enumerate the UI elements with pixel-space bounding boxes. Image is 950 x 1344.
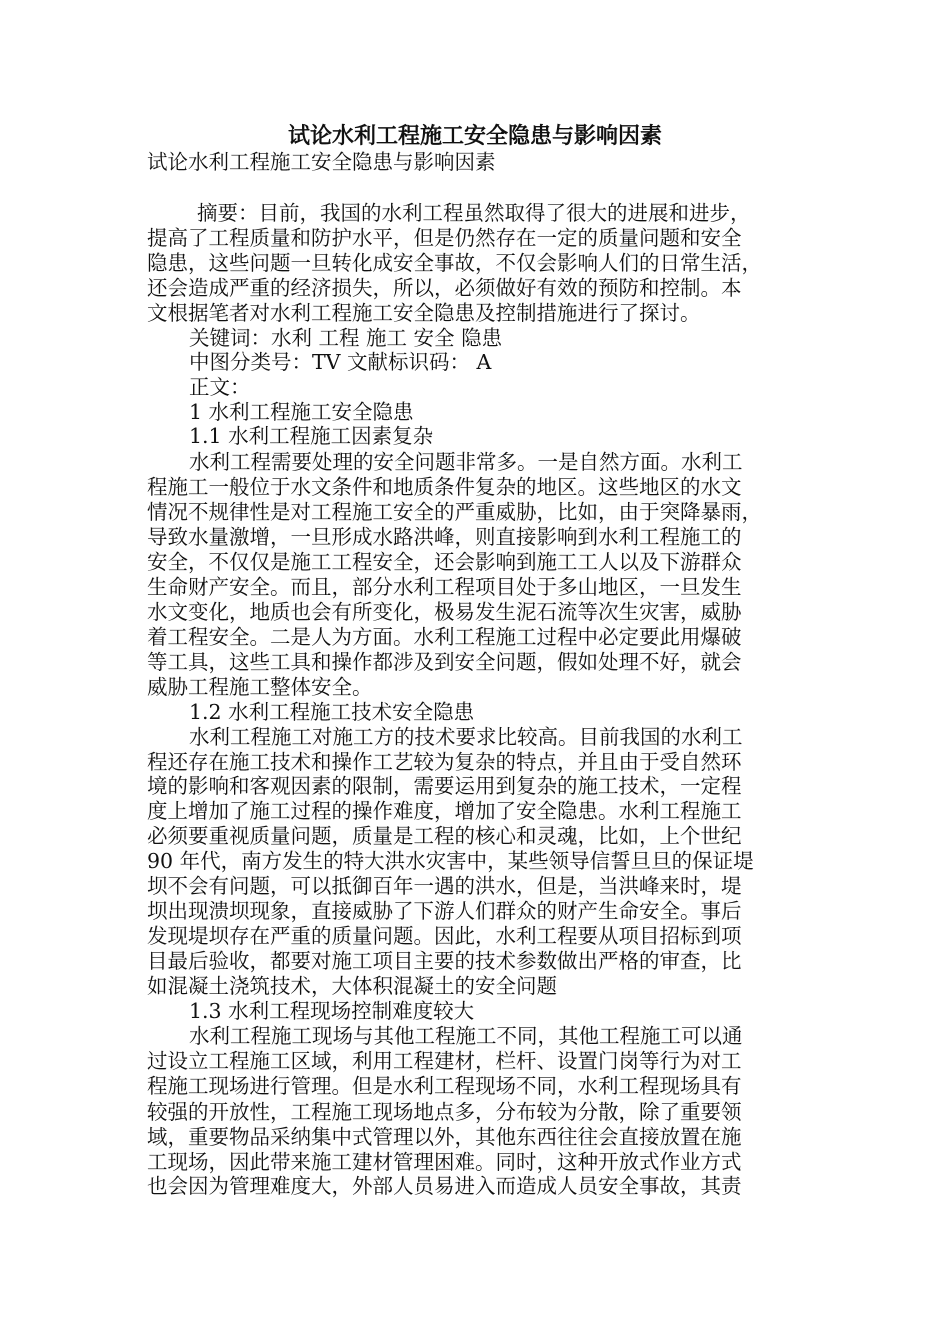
text-line: 必须要重视质量问题，质量是工程的核心和灵魂，比如，上个世纪 bbox=[147, 824, 742, 848]
text-line: 中图分类号：TV 文献标识码： A bbox=[189, 350, 492, 374]
document-title: 试论水利工程施工安全隐患与影响因素 bbox=[287, 123, 662, 149]
text-line: 生命财产安全。而且，部分水利工程项目处于多山地区，一旦发生 bbox=[147, 575, 742, 599]
text-line: 坝不会有问题，可以抵御百年一遇的洪水，但是，当洪峰来时，堤 bbox=[147, 874, 742, 898]
text-line: 发现堤坝存在严重的质量问题。因此，水利工程要从项目招标到项 bbox=[147, 924, 742, 948]
text-line: 坝出现溃坝现象，直接威胁了下游人们群众的财产生命安全。事后 bbox=[147, 899, 742, 923]
text-line: 隐患，这些问题一旦转化成安全事故，不仅会影响人们的日常生活， bbox=[147, 251, 762, 275]
text-line: 工现场，因此带来施工建材管理困难。同时，这种开放式作业方式 bbox=[147, 1150, 742, 1174]
text-line: 境的影响和客观因素的限制，需要运用到复杂的施工技术，一定程 bbox=[147, 774, 742, 798]
text-line: 着工程安全。二是人为方面。水利工程施工过程中必定要此用爆破 bbox=[147, 625, 742, 649]
text-line: 安全，不仅仅是施工工程安全，还会影响到施工工人以及下游群众 bbox=[147, 550, 742, 574]
text-line: 水利工程施工对施工方的技术要求比较高。目前我国的水利工 bbox=[189, 725, 743, 749]
text-line: 过设立工程施工区域，利用工程建材，栏杆、设置门岗等行为对工 bbox=[147, 1049, 742, 1073]
text-line: 试论水利工程施工安全隐患与影响因素 bbox=[147, 150, 496, 174]
text-line: 威胁工程施工整体安全。 bbox=[147, 675, 373, 699]
text-line: 1.3 水利工程现场控制难度较大 bbox=[189, 999, 475, 1023]
text-line: 1.2 水利工程施工技术安全隐患 bbox=[189, 700, 475, 724]
text-line: 程施工一般位于水文条件和地质条件复杂的地区。这些地区的水文 bbox=[147, 475, 742, 499]
text-line: 水利工程施工现场与其他工程施工不同，其他工程施工可以通 bbox=[189, 1024, 743, 1048]
text-line: 1 水利工程施工安全隐患 bbox=[189, 400, 414, 424]
text-line: 也会因为管理难度大，外部人员易进入而造成人员安全事故，其责 bbox=[147, 1174, 742, 1198]
text-line: 等工具，这些工具和操作都涉及到安全问题，假如处理不好，就会 bbox=[147, 650, 742, 674]
text-line: 1.1 水利工程施工因素复杂 bbox=[189, 424, 434, 448]
text-line: 还会造成严重的经济损失，所以，必须做好有效的预防和控制。本 bbox=[147, 276, 742, 300]
text-line: 目最后验收，都要对施工项目主要的技术参数做出严格的审查，比 bbox=[147, 949, 742, 973]
text-line: 导致水量激增，一旦形成水路洪峰，则直接影响到水利工程施工的 bbox=[147, 525, 742, 549]
text-line: 域，重要物品采纳集中式管理以外，其他东西往往会直接放置在施 bbox=[147, 1125, 742, 1149]
text-line: 水利工程需要处理的安全问题非常多。一是自然方面。水利工 bbox=[189, 450, 743, 474]
text-line: 程施工现场进行管理。但是水利工程现场不同，水利工程现场具有 bbox=[147, 1074, 742, 1098]
text-line: 如混凝土浇筑技术，大体积混凝土的安全问题 bbox=[147, 974, 557, 998]
text-line: 关键词：水利 工程 施工 安全 隐患 bbox=[189, 326, 503, 350]
text-line: 程还存在施工技术和操作工艺较为复杂的特点，并且由于受自然环 bbox=[147, 750, 742, 774]
text-line: 正文： bbox=[189, 375, 251, 399]
text-line: 提高了工程质量和防护水平，但是仍然存在一定的质量问题和安全 bbox=[147, 226, 742, 250]
text-line: 90 年代，南方发生的特大洪水灾害中，某些领导信誓旦旦的保证堤 bbox=[147, 849, 754, 873]
text-line: 情况不规律性是对工程施工安全的严重威胁，比如，由于突降暴雨， bbox=[147, 500, 762, 524]
text-line: 摘要：目前，我国的水利工程虽然取得了很大的进展和进步， bbox=[197, 201, 751, 225]
text-line: 水文变化，地质也会有所变化，极易发生泥石流等次生灾害，威胁 bbox=[147, 600, 742, 624]
text-line: 较强的开放性，工程施工现场地点多，分布较为分散，除了重要领 bbox=[147, 1100, 742, 1124]
text-line: 文根据笔者对水利工程施工安全隐患及控制措施进行了探讨。 bbox=[147, 301, 701, 325]
text-line: 度上增加了施工过程的操作难度，增加了安全隐患。水利工程施工 bbox=[147, 799, 742, 823]
